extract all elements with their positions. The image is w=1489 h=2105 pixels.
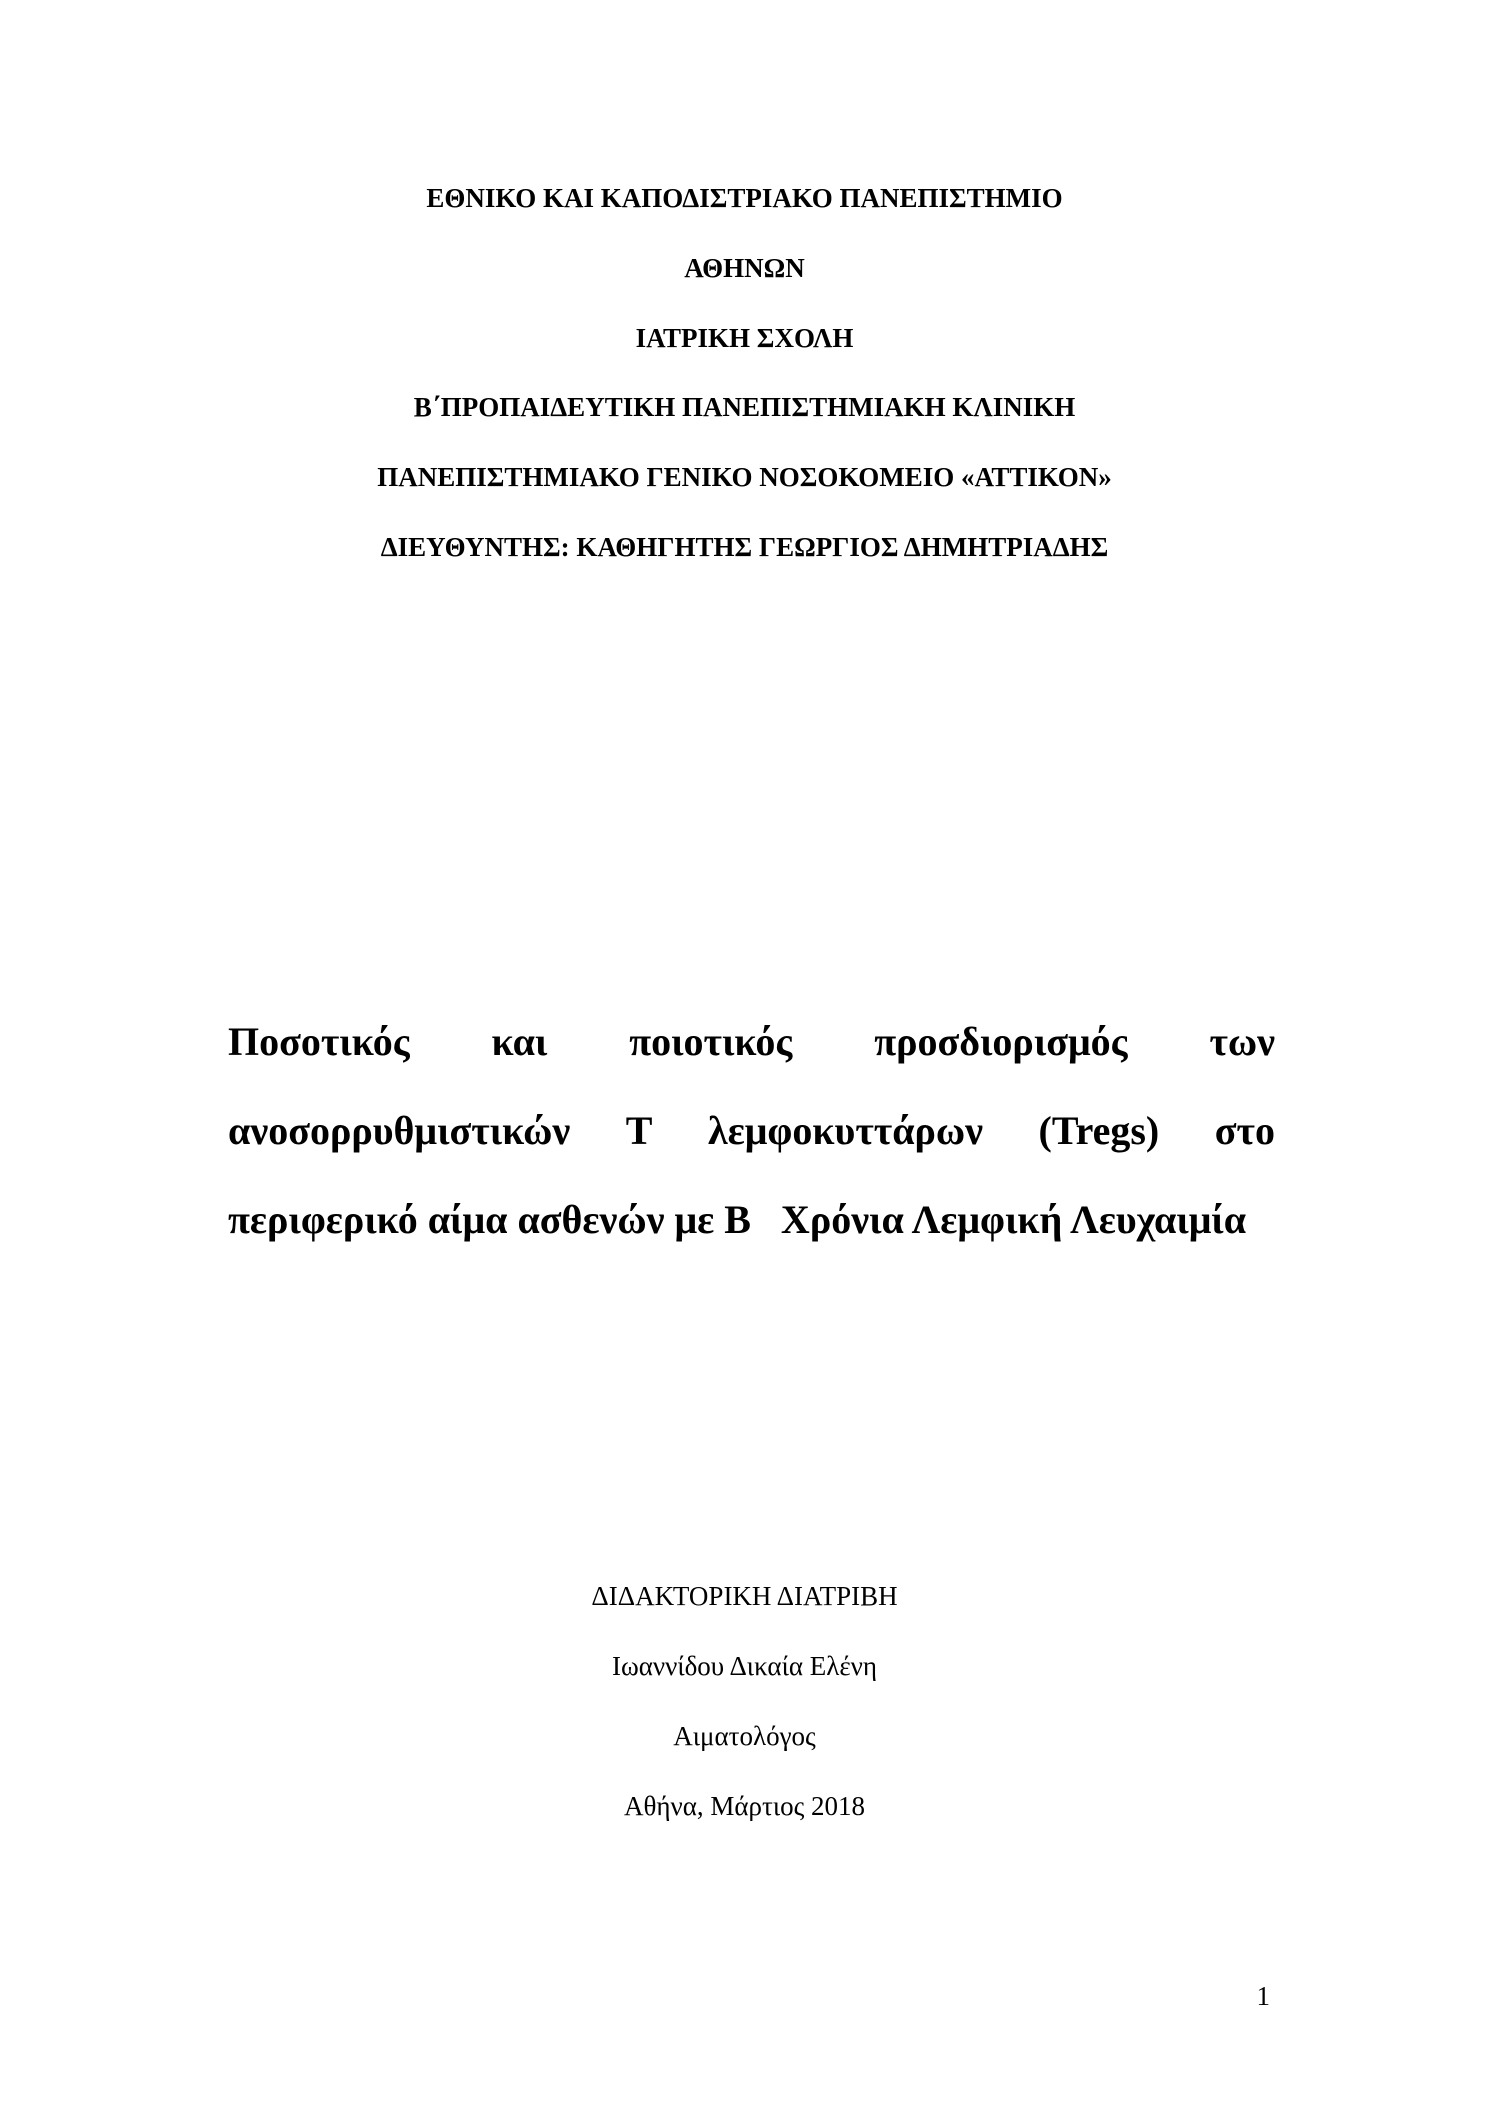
page-number: 1 bbox=[1256, 1981, 1270, 2011]
school-name: ΙΑΤΡΙΚΗ ΣΧΟΛΗ bbox=[635, 323, 854, 353]
title-word: ανοσορρυθμιστικών bbox=[228, 1108, 571, 1153]
place-and-date: Αθήνα, Μάρτιος 2018 bbox=[623, 1791, 866, 1821]
title-word: Ποσοτικός bbox=[228, 1019, 410, 1064]
title-word: στο bbox=[1214, 1108, 1275, 1153]
document-type: ΔΙΔΑΚΤΟΡΙΚΗ ΔΙΑΤΡΙΒΗ bbox=[591, 1581, 898, 1611]
title-word: και bbox=[491, 1019, 548, 1064]
title-word: Τ bbox=[625, 1108, 653, 1153]
author-specialty: Αιματολόγος bbox=[673, 1721, 816, 1751]
hospital-name: ΠΑΝΕΠΙΣΤΗΜΙΑΚΟ ΓΕΝΙΚΟ ΝΟΣΟΚΟΜΕΙΟ «ΑΤΤΙΚΟΝ» bbox=[377, 462, 1112, 492]
title-word: λεμφοκυττάρων bbox=[707, 1108, 984, 1153]
thesis-title-line-2 bbox=[228, 1105, 1275, 1157]
title-word: ποιοτικός bbox=[629, 1019, 793, 1064]
director-line: ΔΙΕΥΘΥΝΤΗΣ: ΚΑΘΗΓΗΤΗΣ ΓΕΩΡΓΙΟΣ ΔΗΜΗΤΡΙΑΔΗΣ bbox=[380, 532, 1109, 562]
thesis-title-line-3 bbox=[228, 1194, 1275, 1246]
title-text: περιφερικό αίμα ασθενών με Β Χρόνια Λεμφική Λευχαιμία bbox=[228, 1197, 1247, 1242]
thesis-title-line-1 bbox=[228, 1016, 1275, 1068]
university-name: ΕΘΝΙΚΟ ΚΑΙ ΚΑΠΟΔΙΣΤΡΙΑΚΟ ΠΑΝΕΠΙΣΤΗΜΙΟ bbox=[426, 183, 1063, 213]
clinic-name: Β΄ΠΡΟΠΑΙΔΕΥΤΙΚΗ ΠΑΝΕΠΙΣΤΗΜΙΑΚΗ ΚΛΙΝΙΚΗ bbox=[413, 392, 1076, 422]
title-word: των bbox=[1209, 1019, 1275, 1064]
title-word: (Tregs) bbox=[1038, 1108, 1160, 1153]
author-name: Ιωαννίδου Δικαία Ελένη bbox=[612, 1651, 877, 1681]
title-word: προσδιορισμός bbox=[874, 1019, 1128, 1064]
university-city: ΑΘΗΝΩΝ bbox=[684, 253, 805, 283]
